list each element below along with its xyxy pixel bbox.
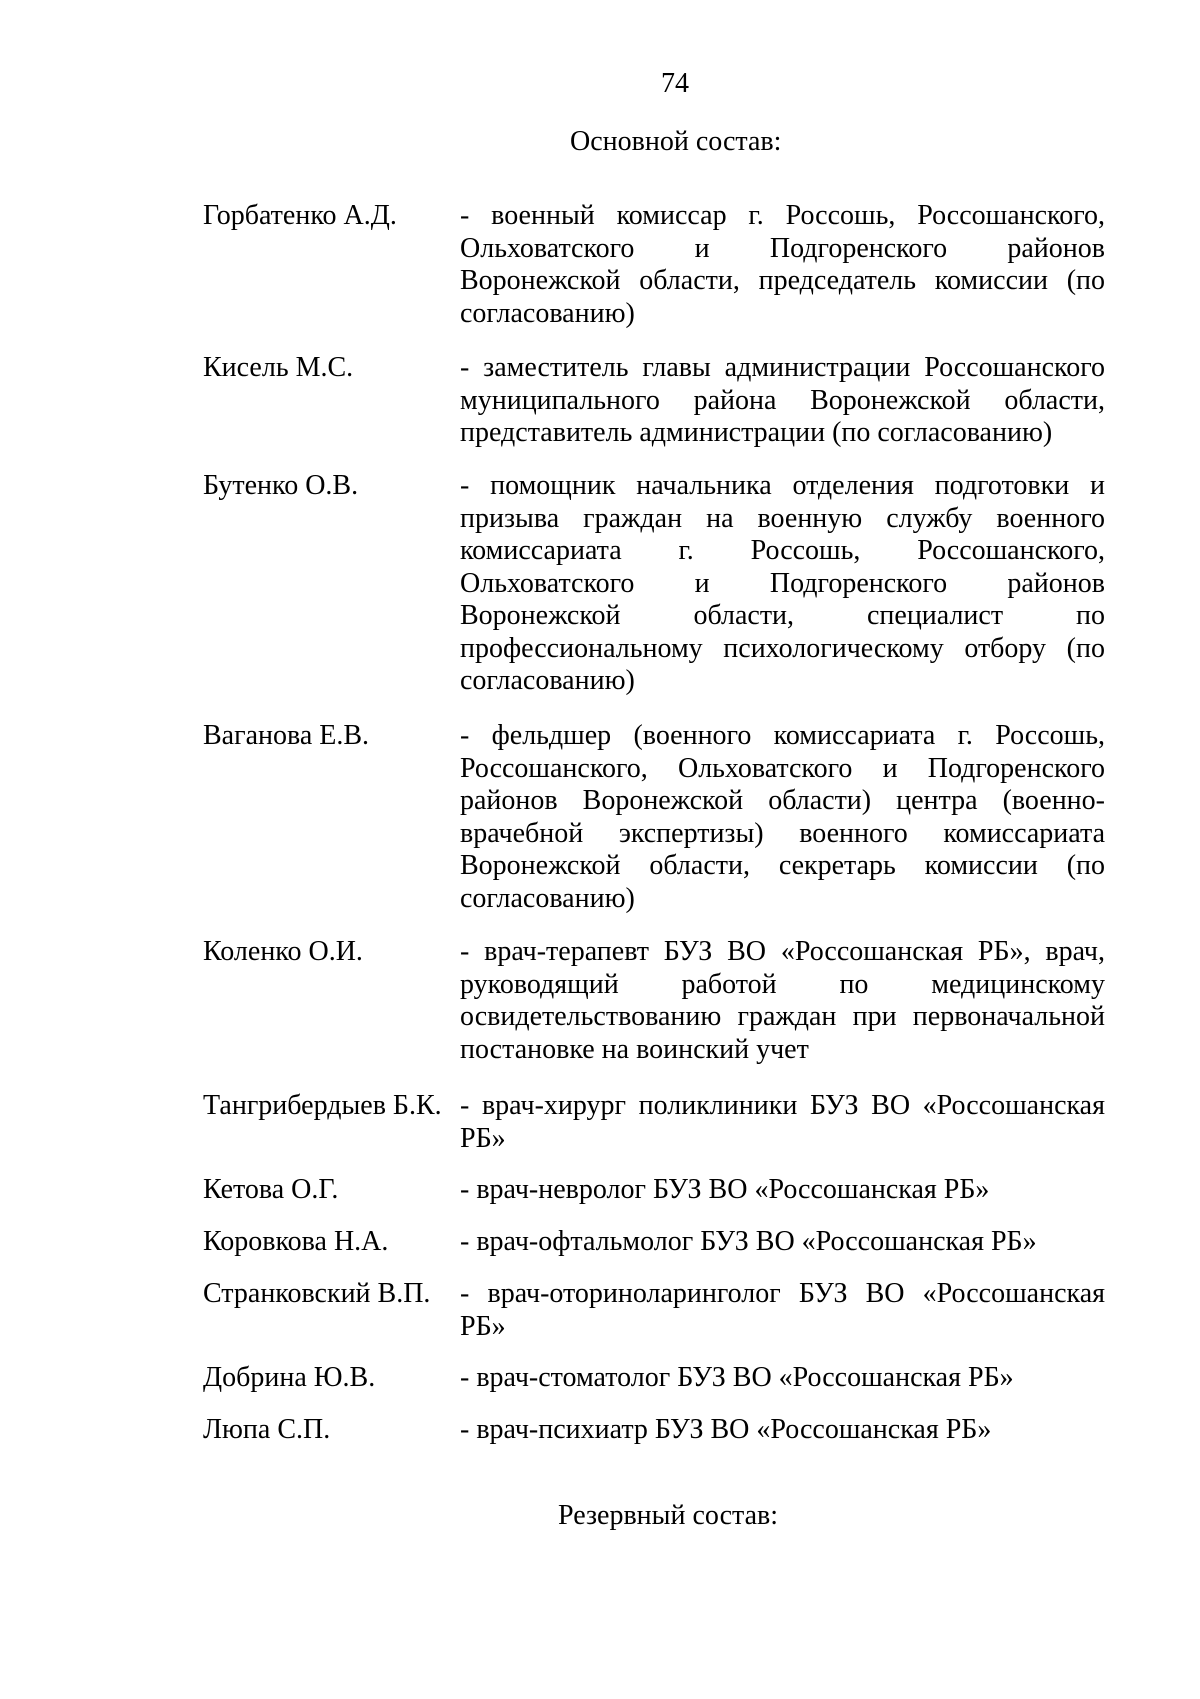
page-number: 74 [661, 68, 689, 99]
member-role: - военный комиссар г. Россошь, Россошанского, Ольховатского и Подгоренского районов Воронежской области, председатель комиссии (по согласованию) [460, 200, 1105, 329]
main-composition-heading: Основной состав: [570, 126, 782, 157]
member-role: - врач-стоматолог БУЗ ВО «Россошанская РБ» [460, 1362, 1014, 1393]
member-name: Тангрибердыев Б.К. [203, 1090, 442, 1121]
member-name: Ваганова Е.В. [203, 720, 370, 751]
member-name: Странковский В.П. [203, 1278, 431, 1309]
member-role: - фельдшер (военного комиссариата г. Россошь, Россошанского, Ольховатского и Подгоренского районов Воронежской области) центра (военно-врачебной экспертизы) военного комиссариата Воронежской области, секретарь комиссии (по согласованию) [460, 720, 1105, 914]
member-name: Коленко О.И. [203, 936, 363, 967]
member-role: - врач-терапевт БУЗ ВО «Россошанская РБ», врач, руководящий работой по медицинскому освидетельствованию граждан при первоначальной постановке на воинский учет [460, 936, 1105, 1065]
member-role: - врач-психиатр БУЗ ВО «Россошанская РБ» [460, 1414, 992, 1445]
member-role: - заместитель главы администрации Россошанского муниципального района Воронежской области, представитель администрации (по согласованию) [460, 352, 1105, 448]
member-name: Горбатенко А.Д. [203, 200, 397, 231]
member-role: - врач-невролог БУЗ ВО «Россошанская РБ» [460, 1174, 990, 1205]
member-role: - врач-хирург поликлиники БУЗ ВО «Россошанская РБ» [460, 1090, 1105, 1154]
member-name: Коровкова Н.А. [203, 1226, 389, 1257]
reserve-composition-heading: Резервный состав: [558, 1500, 779, 1531]
member-name: Кетова О.Г. [203, 1174, 339, 1205]
member-name: Добрина Ю.В. [203, 1362, 376, 1393]
member-role: - врач-офтальмолог БУЗ ВО «Россошанская РБ» [460, 1226, 1037, 1257]
member-name: Бутенко О.В. [203, 470, 359, 501]
member-role: - помощник начальника отделения подготовки и призыва граждан на военную службу военного комиссариата г. Россошь, Россошанского, Ольховатского и Подгоренского районов Воронежской области, специалист по профессиональному психологическому отбору (по согласованию) [460, 470, 1105, 696]
member-role: - врач-оториноларинголог БУЗ ВО «Россошанская РБ» [460, 1278, 1105, 1342]
member-name: Люпа С.П. [203, 1414, 331, 1445]
member-name: Кисель М.С. [203, 352, 354, 383]
